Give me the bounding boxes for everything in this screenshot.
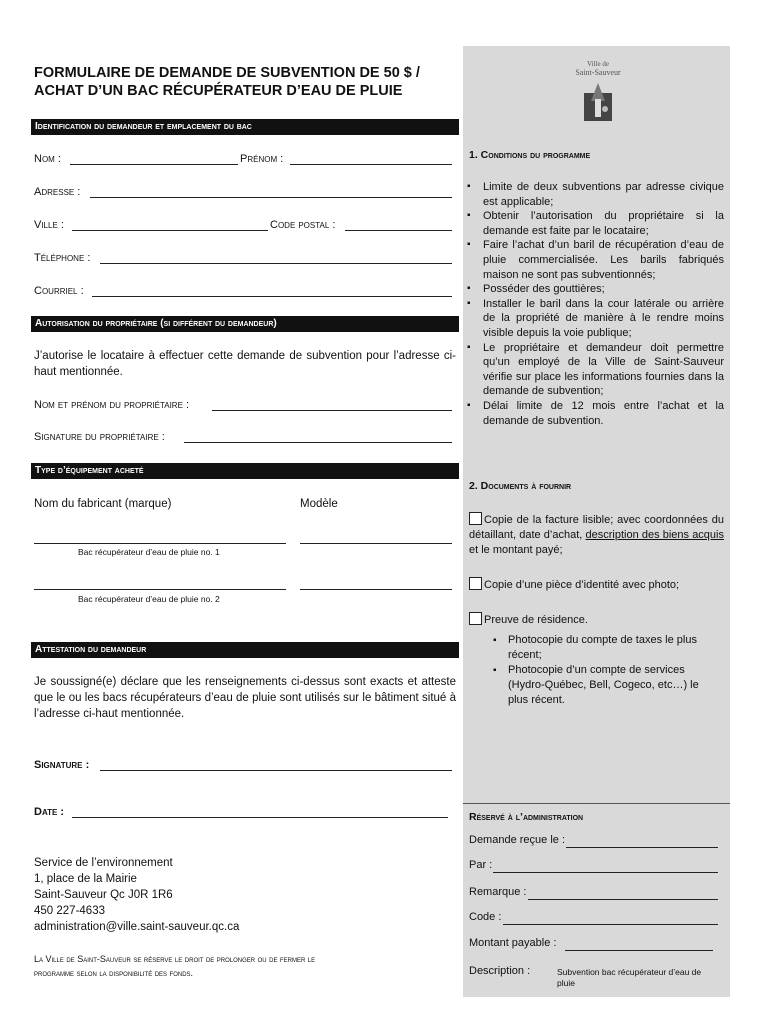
telephone-label: Téléphone : [34, 252, 91, 264]
contact-address: 1, place de la Mairie [34, 873, 137, 885]
preuve-item: ▪ Photocopie d’un compte de services (Hydro-Québec, Bell, Cogeco, etc…) le plus récent. [463, 663, 715, 708]
contact-email: administration@ville.saint-sauveur.qc.ca [34, 921, 240, 933]
identification-header: Identification du demandeur et emplacement du bac [31, 119, 459, 135]
admin-code-label: Code : [469, 911, 502, 923]
ville-field[interactable] [72, 230, 268, 231]
doc-preuve-item [469, 612, 588, 626]
form-title-line1: FORMULAIRE DE DEMANDE DE SUBVENTION DE 50 $ / [34, 65, 420, 81]
signature-field[interactable] [100, 770, 452, 771]
condition-item: ▪ Faire l’achat d’un baril de récupération d’eau de pluie commercialisée. Les barils fabriqués maison ne sont pas subventionnés; [463, 238, 724, 282]
city-emblem-icon [583, 79, 613, 123]
preuve-text: Preuve de résidence. [484, 614, 588, 626]
admin-box [463, 803, 730, 997]
admin-par-field[interactable] [493, 872, 718, 873]
modele-bac2-field[interactable] [300, 589, 452, 590]
date-label: Date : [34, 806, 65, 818]
preuve-item: ▪ Photocopie du compte de taxes le plus récent; [463, 633, 715, 663]
condition-item: ▪ Limite de deux subventions par adresse civique est applicable; [463, 180, 724, 209]
bac1-caption: Bac récupérateur d’eau de pluie no. 1 [78, 547, 220, 557]
doc-facture-item [469, 512, 724, 558]
admin-par-label: Par : [469, 859, 493, 871]
condition-item: ▪ Installer le baril dans la cour latérale ou arrière de la propriété de manière à le rendre moins visible depuis la voie publique; [463, 297, 724, 341]
city-logo [548, 60, 648, 126]
prenom-field[interactable] [290, 164, 452, 165]
admin-demande-label: Demande reçue le : [469, 834, 565, 846]
preuve-checkbox[interactable] [469, 612, 482, 625]
proprietaire-signature-label: Signature du propriétaire : [34, 431, 165, 443]
doc-piece-item [469, 577, 679, 591]
disclaimer-line1: La Ville de Saint-Sauveur se réserve le droit de prolonger ou de fermer le [34, 954, 316, 964]
prenom-label: Prénom : [240, 153, 284, 165]
autorisation-text: J’autorise le locataire à effectuer cette demande de subvention pour l’adresse ci-haut mentionnée. [34, 350, 456, 378]
condition-item: ▪ Délai limite de 12 mois entre l’achat et la demande de subvention. [463, 399, 724, 428]
attestation-header: Attestation du demandeur [31, 642, 459, 658]
bac2-caption: Bac récupérateur d’eau de pluie no. 2 [78, 594, 220, 604]
facture-text-b: et le montant payé; [469, 544, 563, 556]
facture-text-a: Copie de la facture lisible; avec coordonnées du détaillant, date d’achat, [469, 514, 724, 541]
preuve-list [463, 633, 715, 708]
piece-text: Copie d’une pièce d’identité avec photo; [484, 579, 680, 591]
autorisation-header: Autorisation du propriétaire (si différent du demandeur) [31, 316, 459, 332]
form-title [34, 64, 454, 100]
conditions-header: 1. Conditions du programme [469, 149, 591, 161]
contact-city: Saint-Sauveur Qc J0R 1R6 [34, 889, 173, 901]
condition-item: ▪ Obtenir l’autorisation du propriétaire si la demande est faite par le locataire; [463, 209, 724, 238]
facture-checkbox[interactable] [469, 512, 482, 525]
code-postal-label: Code postal : [270, 219, 336, 231]
admin-montant-label: Montant payable : [469, 937, 557, 949]
fabricant-bac1-field[interactable] [34, 543, 286, 544]
fabricant-bac2-field[interactable] [34, 589, 286, 590]
admin-description-value: Subvention bac récupérateur d’eau de pluie [557, 967, 702, 988]
admin-remarque-label: Remarque : [469, 886, 527, 898]
fabricant-label: Nom du fabricant (marque) [34, 498, 172, 510]
date-field[interactable] [72, 817, 448, 818]
form-title-line2: ACHAT D’UN BAC RÉCUPÉRATEUR D’EAU DE PLUIE [34, 83, 403, 99]
attestation-text: Je soussigné(e) déclare que les renseignements ci-dessus sont exacts et atteste que le ou les bacs récupérateurs d’eau de pluie sont utilisés sur le bâtiment situé à l’adresse ci-haut mentionnée. [34, 676, 456, 720]
logo-line1: Ville de [587, 60, 609, 68]
ville-label: Ville : [34, 219, 64, 231]
signature-label: Signature : [34, 759, 90, 771]
conditions-list [463, 180, 724, 428]
nom-label: Nom : [34, 153, 61, 165]
modele-label: Modèle [300, 498, 338, 510]
contact-service: Service de l’environnement [34, 857, 173, 869]
modele-bac1-field[interactable] [300, 543, 452, 544]
adresse-field[interactable] [90, 197, 452, 198]
right-sidebar [463, 46, 730, 804]
admin-code-field[interactable] [503, 924, 718, 925]
proprietaire-nom-label: Nom et prénom du propriétaire : [34, 399, 190, 411]
contact-block [34, 855, 239, 935]
documents-header: 2. Documents à fournir [469, 480, 572, 492]
proprietaire-signature-field[interactable] [184, 442, 452, 443]
admin-demande-field[interactable] [566, 847, 718, 848]
disclaimer [34, 952, 315, 980]
contact-phone: 450 227-4633 [34, 905, 105, 917]
code-postal-field[interactable] [345, 230, 452, 231]
facture-text-underlined: description des biens acquis [585, 529, 724, 541]
logo-line2: Saint-Sauveur [575, 68, 621, 77]
courriel-field[interactable] [92, 296, 452, 297]
courriel-label: Courriel : [34, 285, 84, 297]
disclaimer-line2: programme selon la disponibilité des fonds. [34, 968, 194, 978]
admin-header: Réservé à l’administration [469, 811, 584, 823]
condition-item: ▪ Posséder des gouttières; [463, 282, 724, 297]
admin-description-label: Description : [469, 965, 531, 977]
equipement-header: Type d’équipement acheté [31, 463, 459, 479]
admin-montant-field[interactable] [565, 950, 713, 951]
adresse-label: Adresse : [34, 186, 81, 198]
admin-remarque-field[interactable] [528, 899, 718, 900]
nom-field[interactable] [70, 164, 238, 165]
telephone-field[interactable] [100, 263, 452, 264]
piece-checkbox[interactable] [469, 577, 482, 590]
proprietaire-nom-field[interactable] [212, 410, 452, 411]
condition-item: ▪ Le propriétaire et demandeur doit permettre qu’un employé de la Ville de Saint-Sauveur vérifie sur place les informations fournies dans la demande de subvention; [463, 341, 724, 399]
